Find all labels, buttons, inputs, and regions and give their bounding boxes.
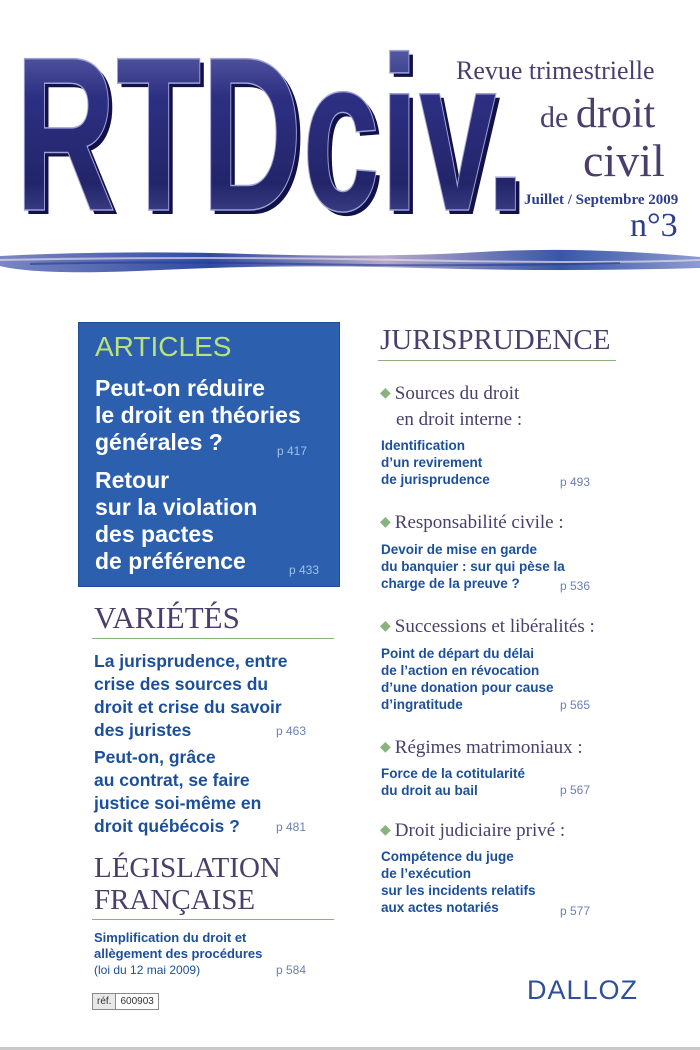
title-line: crise des sources du [94,674,269,694]
title-line: Peut-on, grâce [94,747,216,767]
section-rule [92,919,334,920]
legislation-heading [94,852,281,916]
title-line: générales ? [95,429,223,455]
logo-text: RTDciv. [15,14,525,224]
title-line: sur la violation [95,494,258,520]
page-reference: p 481 [276,820,307,834]
subtitle-civil: civil [583,135,665,186]
jurisprudence-topic [380,737,583,759]
jurisprudence-title [381,541,565,592]
svg-text:RTDciv.: RTDciv. [19,15,529,224]
title-line: sur les incidents relatifs [381,883,536,898]
diamond-bullet-icon: ◆ [380,386,391,401]
title-line: des juristes [94,720,192,740]
jurisprudence-title [381,437,490,488]
jurisprudence-title [381,848,536,916]
title-line: d’une donation pour cause [381,680,554,695]
subtitle-de-droit [540,90,655,138]
rtdciv-logo [10,14,530,224]
decorative-band [0,248,700,278]
page-reference: p 567 [560,783,591,797]
title-line: Peut-on réduire [95,375,265,401]
title-line: droit et crise du savoir [94,697,282,717]
title-line: Point de départ du délai [381,646,535,661]
title-line: du droit au bail [381,783,478,798]
page-reference: p 417 [277,444,308,458]
legislation-title [94,930,262,978]
article-title [95,375,301,456]
page-reference: p 584 [276,963,307,977]
title-line: aux actes notariés [381,900,499,915]
reference-label: réf. [93,994,116,1009]
jurisprudence-title [381,765,525,799]
title-line: d’ingratitude [381,697,463,712]
topic-line: Régimes matrimoniaux : [394,737,583,758]
diamond-bullet-icon: ◆ [380,515,391,530]
section-rule [378,360,616,361]
heading-line: LÉGISLATION [94,852,281,884]
reference-value: 600903 [120,996,154,1007]
subtitle-droit: droit [575,91,656,137]
jurisprudence-topic [380,616,595,638]
jurisprudence-topic [380,512,564,534]
page-reference: p 565 [560,698,591,712]
varietes-title [94,746,261,838]
articles-box [78,322,340,587]
page-reference: p 577 [560,904,591,918]
jurisprudence-title [381,645,554,713]
topic-line: Droit judiciaire privé : [394,820,566,841]
title-line: Identification [381,438,465,453]
topic-line: Successions et libéralités : [394,616,595,637]
page-reference: p 536 [560,579,591,593]
title-line: le droit en théories [95,402,301,428]
topic-line: Responsabilité civile : [394,512,564,533]
title-line: Retour [95,467,170,493]
title-line: charge de la preuve ? [381,576,520,591]
diamond-bullet-icon: ◆ [380,740,391,755]
diamond-bullet-icon: ◆ [380,619,391,634]
publisher-logo: DALLOZ [527,975,639,1005]
diamond-bullet-icon: ◆ [380,823,391,838]
title-line: Compétence du juge [381,849,514,864]
articles-heading: ARTICLES [95,331,232,362]
title-line: du banquier : sur qui pèse la [381,559,565,574]
title-line: droit québécois ? [94,816,240,836]
issue-date: Juillet / Septembre 2009 [524,192,679,208]
title-line: Simplification du droit et [94,930,247,945]
heading-line: FRANÇAISE [94,884,256,916]
topic-line: en droit interne : [396,409,523,430]
jurisprudence-heading: JURISPRUDENCE [380,324,611,356]
page-reference: p 463 [276,724,307,738]
subtitle-de: de [540,101,569,134]
section-rule [92,638,334,639]
title-line: de jurisprudence [381,472,490,487]
issue-number: n°3 [630,207,678,244]
topic-line: Sources du droit [394,383,520,404]
jurisprudence-topic [380,820,565,842]
page-reference: p 433 [289,563,320,577]
title-line: de l’action en révocation [381,663,540,678]
title-line: La jurisprudence, entre [94,651,288,671]
law-note: (loi du 12 mai 2009) [94,963,201,977]
jurisprudence-topic [380,382,522,432]
title-line: des pactes [95,521,214,547]
title-line: justice soi-même en [94,793,262,813]
article-title [95,467,257,575]
varietes-heading: VARIÉTÉS [94,600,240,635]
reference-box [92,993,159,1010]
title-line: Devoir de mise en garde [381,542,538,557]
subtitle-revue: Revue trimestrielle [456,56,655,85]
title-line: allègement des procédures [94,946,263,961]
title-line: au contrat, se faire [94,770,250,790]
varietes-title [94,650,288,742]
title-line: d’un revirement [381,455,483,470]
title-line: de préférence [95,548,246,574]
page-reference: p 493 [560,475,591,489]
title-line: Force de la cotitularité [381,766,526,781]
title-line: de l’exécution [381,866,472,881]
